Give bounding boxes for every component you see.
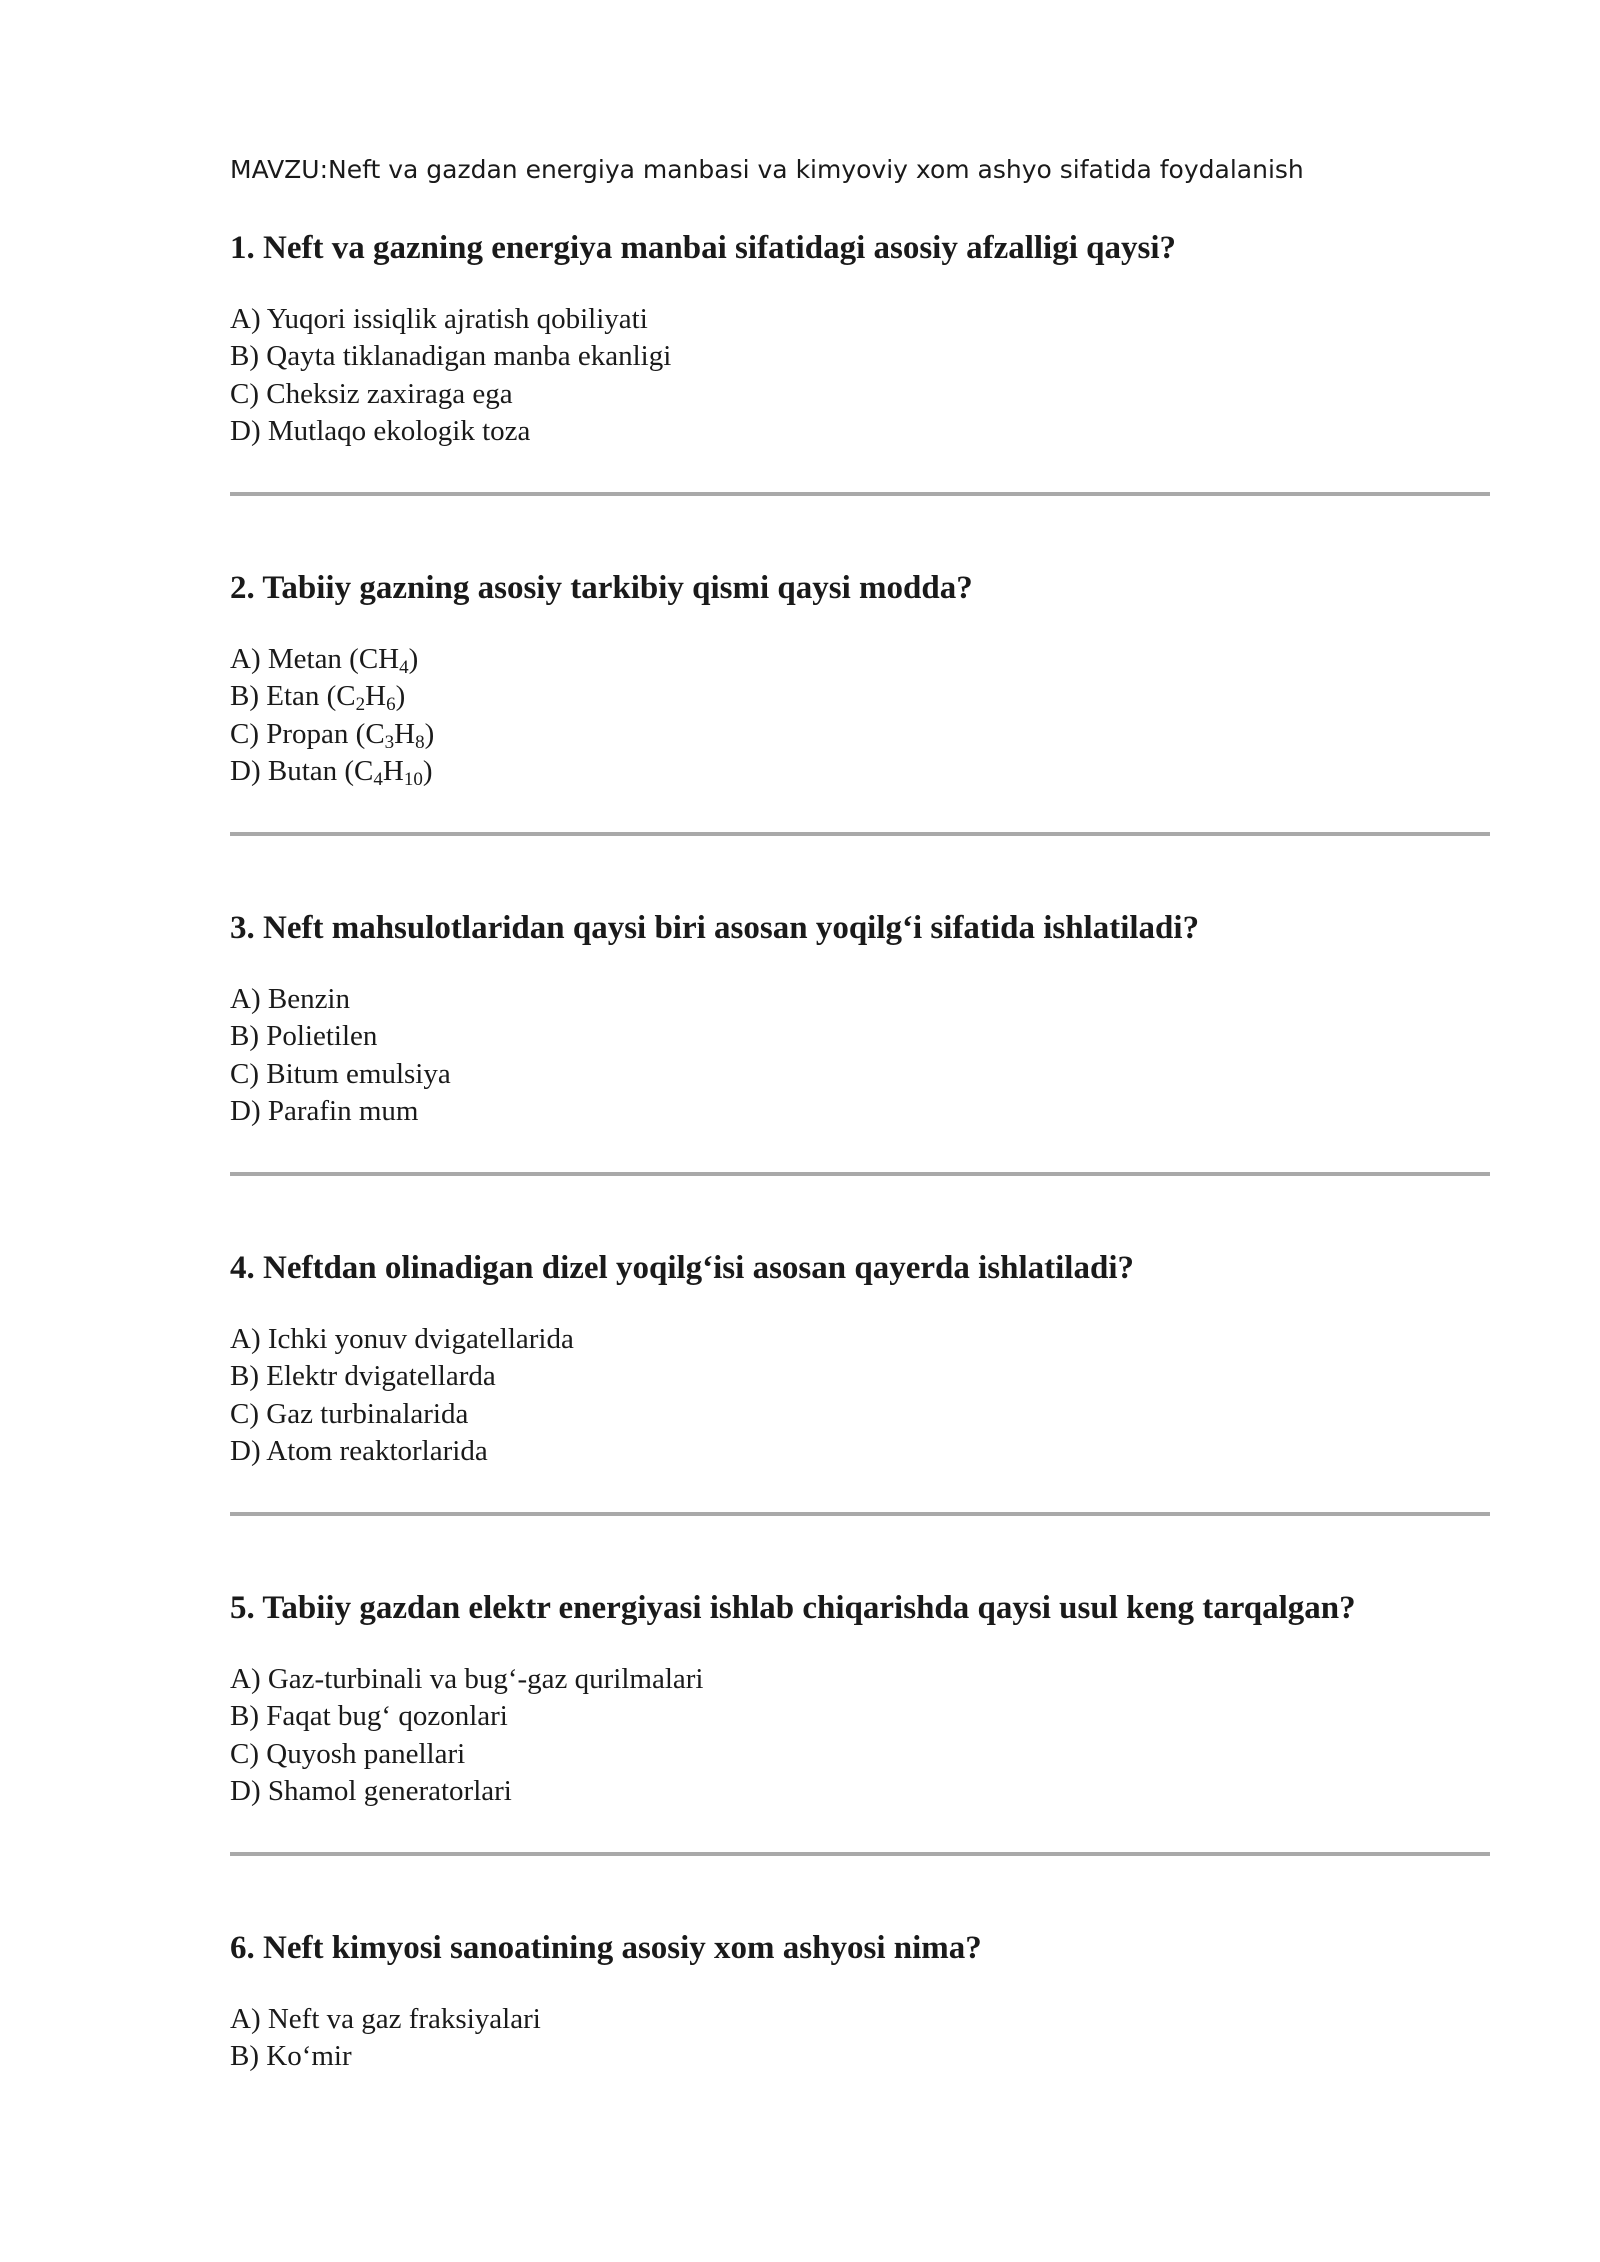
divider [230,1172,1490,1176]
option-c: C) Bitum emulsiya [230,1057,451,1090]
option-a: A) Benzin [230,983,350,1015]
option-list [230,641,1490,790]
option-a: A) Metan $(CH_4)$ [230,643,419,678]
question-title: 2. Tabiiy gazning asosiy tarkibiy qismi qaysi modda? [230,570,973,606]
question-title: 3. Neft mahsulotlaridan qaysi biri asosan yoqilg‘i sifatida ishlatiladi? [230,910,1200,946]
question-1 [230,228,1490,450]
option-c: C) Quyosh panellari [230,1737,466,1770]
question-3 [230,908,1490,1130]
question-title: 1. Neft va gazning energiya manbai sifatidagi asosiy afzalligi qaysi? [230,230,1177,266]
question-2 [230,568,1490,790]
option-c: C) Gaz turbinalarida [230,1397,469,1430]
topic-heading: MAVZU:Neft va gazdan energiya manbasi va kimyoviy xom ashyo sifatida foydalanish [230,155,1304,184]
option-b: B) Qayta tiklanadigan manba ekanligi [230,340,672,373]
option-d: D) Atom reaktorlarida [230,1434,488,1467]
option-b: B) Ko‘mir [230,2040,352,2073]
option-b: B) Polietilen [230,1020,378,1053]
option-list [230,2001,1490,2076]
option-c: C) Propan $(C_3H_8)$ [230,717,435,753]
divider [230,832,1490,836]
question-6 [230,1928,1490,2076]
option-a: A) Yuqori issiqlik ajratish qobiliyati [230,303,648,335]
option-a: A) Gaz-turbinali va bug‘-gaz qurilmalari [230,1663,704,1695]
question-title: 4. Neftdan olinadigan dizel yoqilg‘isi asosan qayerda ishlatiladi? [230,1250,1134,1286]
option-c: C) Cheksiz zaxiraga ega [230,377,513,410]
option-b: B) Elektr dvigatellarda [230,1360,496,1393]
question-4 [230,1248,1490,1470]
question-5 [230,1588,1490,1810]
divider [230,1852,1490,1856]
option-d: D) Butan $(C_4H_{10})$ [230,754,433,790]
option-b: B) Faqat bug‘ qozonlari [230,1700,508,1733]
option-d: D) Parafin mum [230,1094,419,1127]
option-list [230,1321,1490,1470]
divider [230,1512,1490,1516]
option-d: D) Shamol generatorlari [230,1774,512,1807]
question-title: 5. Tabiiy gazdan elektr energiyasi ishlab chiqarishda qaysi usul keng tarqalgan? [230,1590,1356,1626]
option-d: D) Mutlaqo ekologik toza [230,414,531,447]
option-list [230,1661,1490,1810]
option-a: A) Ichki yonuv dvigatellarida [230,1323,574,1355]
option-b: B) Etan $(C_2H_6)$ [230,680,406,716]
option-list [230,981,1490,1130]
option-a: A) Neft va gaz fraksiyalari [230,2003,541,2035]
divider [230,492,1490,496]
option-list [230,301,1490,450]
question-title: 6. Neft kimyosi sanoatining asosiy xom ashyosi nima? [230,1930,982,1966]
